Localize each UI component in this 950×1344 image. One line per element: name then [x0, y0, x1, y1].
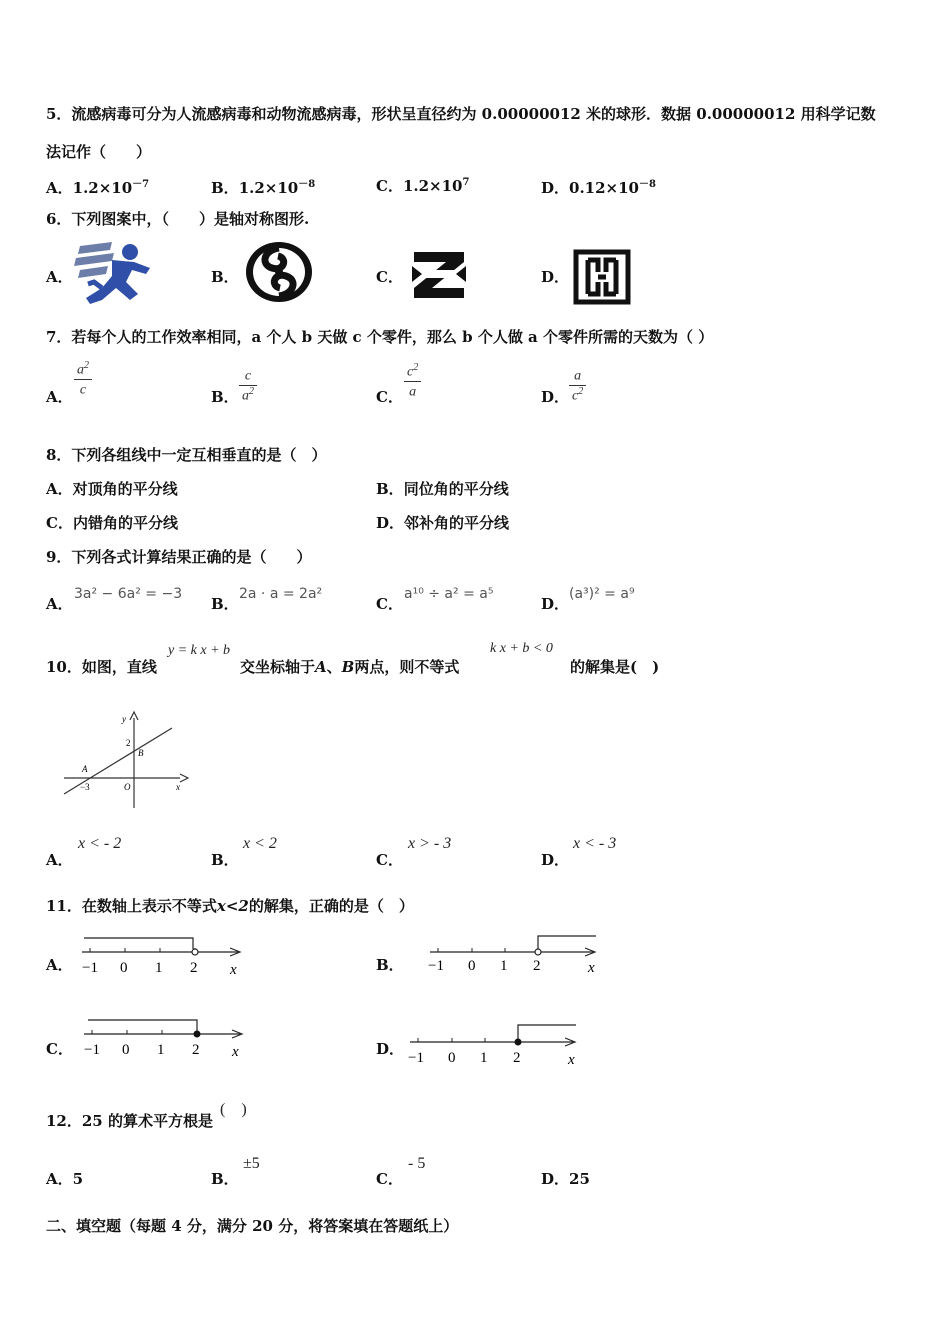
axis-var: x [232, 1044, 239, 1060]
tick-2: 2 [513, 1050, 521, 1066]
q10-line-expr: y = k x + b [168, 643, 231, 658]
section2-heading: 二、填空题（每题 4 分，满分 20 分，将答案填在答题纸上） [46, 1217, 459, 1235]
q11-stem: 11．在数轴上表示不等式x<2的解集，正确的是（ ） [46, 897, 414, 915]
q7-option-a-label: A． [46, 388, 73, 406]
q8-option-d: D．邻补角的平分线 [376, 514, 510, 532]
q9-option-d-expr: (a³)² = a⁹ [569, 586, 635, 602]
tick-1: 1 [480, 1050, 488, 1066]
q5-stem-line1: 5．流感病毒可分为人流感病毒和动物流感病毒，形状呈直径约为 0.00000012 米的球形．数据 0.00000012 用科学记数 [46, 105, 876, 123]
q10-option-d-label: D． [541, 851, 570, 869]
q11-number-line-d [408, 1022, 583, 1068]
tick-neg1: −1 [408, 1050, 424, 1066]
q11-option-b-label: B． [376, 956, 404, 974]
q6-option-a-label: A． [46, 268, 73, 286]
solution-ray [538, 936, 596, 949]
q12-option-c-value: - 5 [408, 1155, 426, 1172]
q6-option-d-label: D． [541, 268, 570, 286]
tick-neg1: −1 [428, 958, 444, 974]
q10-coordinate-graph [60, 708, 190, 812]
solution-ray [88, 1020, 197, 1034]
q10-stem-prefix: 10．如图，直线 [46, 658, 157, 676]
tick-2: 2 [533, 958, 541, 974]
q12-stem: 12．25 的算术平方根是 [46, 1112, 213, 1130]
q10-inequality-expr: k x + b < 0 [490, 641, 553, 656]
tick-1: 1 [157, 1042, 165, 1058]
x-axis-arrow-icon [180, 774, 188, 782]
q5-option-b: B．$1.2\times 10^{-8}$ [211, 179, 316, 197]
q12-option-d: D．25 [541, 1170, 590, 1188]
axis-var: x [588, 960, 595, 976]
q8-stem: 8．下列各组线中一定互相垂直的是（ ） [46, 446, 327, 464]
q7-option-b-label: B． [211, 388, 239, 406]
q10-option-b-label: B． [211, 851, 239, 869]
graph-tick-neg3: −3 [80, 782, 90, 792]
q6-option-b-label: B． [211, 268, 239, 286]
tick-1: 1 [500, 958, 508, 974]
running-figure-logo-icon [72, 238, 156, 306]
q12-option-a: A．5 [46, 1170, 84, 1188]
q5-option-d: D．$0.12\times 10^{-8}$ [541, 179, 656, 197]
q11-option-d-label: D． [376, 1040, 405, 1058]
q10-option-d-expr: x < - 3 [573, 835, 617, 852]
q5-stem-line2: 法记作（ ） [46, 143, 152, 161]
q9-option-b-expr: 2a · a = 2a² [239, 586, 323, 602]
q10-option-b-expr: x < 2 [243, 835, 277, 852]
q7-option-a-fraction: $\frac{a^2}{c}$ [74, 360, 92, 398]
q6-option-c-label: C． [376, 268, 403, 286]
q7-option-d-fraction: $\frac{a}{c^2}$ [569, 366, 586, 404]
q11-number-line-c [80, 1016, 250, 1062]
q7-option-c-fraction: $\frac{c^2}{a}$ [404, 362, 421, 400]
tick-0: 0 [120, 960, 128, 976]
q12-option-c-label: C． [376, 1170, 403, 1188]
q9-option-b-label: B． [211, 595, 239, 613]
graph-point-a: A [82, 764, 88, 774]
graph-x-label: x [176, 782, 180, 792]
q10-stem-mid: 交坐标轴于A、B两点，则不等式 [240, 658, 460, 676]
q9-option-c-expr: a¹⁰ ÷ a² = a⁵ [404, 586, 494, 602]
tick-0: 0 [448, 1050, 456, 1066]
q12-option-b-label: B． [211, 1170, 239, 1188]
q9-stem: 9．下列各式计算结果正确的是（ ） [46, 548, 312, 566]
q12-paren: ( ) [220, 1101, 247, 1118]
tick-2: 2 [192, 1042, 200, 1058]
q8-option-c: C．内错角的平分线 [46, 514, 178, 532]
tick-0: 0 [122, 1042, 130, 1058]
q5-option-c: C．$1.2\times 10^7$ [376, 177, 470, 195]
graph-tick-2: 2 [126, 738, 131, 748]
interlocked-z-logo-icon [408, 246, 470, 304]
q10-option-c-expr: x > - 3 [408, 835, 452, 852]
tick-2: 2 [190, 960, 198, 976]
axis-var: x [230, 962, 237, 978]
q7-option-b-fraction: $\frac{c}{a^2}$ [239, 366, 257, 404]
q9-option-a-label: A． [46, 595, 73, 613]
q5-option-a: A．$1.2\times 10^{-7}$ [46, 179, 150, 197]
q12-option-b-value: ±5 [243, 1155, 260, 1172]
q7-option-d-label: D． [541, 388, 570, 406]
q8-option-b: B．同位角的平分线 [376, 480, 509, 498]
axis-var: x [568, 1052, 575, 1068]
q11-option-c-label: C． [46, 1040, 73, 1058]
solution-ray [84, 938, 193, 949]
open-endpoint [192, 949, 198, 955]
swirl-s-logo-icon [244, 240, 314, 304]
open-endpoint [535, 949, 541, 955]
closed-endpoint [194, 1031, 201, 1038]
fret-pattern-logo-icon [574, 250, 630, 304]
tick-neg1: −1 [82, 960, 98, 976]
q9-option-c-label: C． [376, 595, 403, 613]
q8-option-a: A．对顶角的平分线 [46, 480, 178, 498]
q9-option-d-label: D． [541, 595, 570, 613]
q9-option-a-expr: 3a² − 6a² = −3 [74, 586, 183, 602]
graph-origin: O [124, 782, 131, 792]
q10-option-a-label: A． [46, 851, 73, 869]
q10-option-a-expr: x < - 2 [78, 835, 122, 852]
q10-option-c-label: C． [376, 851, 403, 869]
tick-1: 1 [155, 960, 163, 976]
q11-option-a-label: A． [46, 956, 73, 974]
q10-stem-suffix: 的解集是( ) [570, 658, 660, 676]
tick-0: 0 [468, 958, 476, 974]
q11-number-line-b [428, 934, 603, 980]
graph-y-label: y [122, 714, 126, 724]
graph-point-b: B [138, 748, 144, 758]
tick-neg1: −1 [84, 1042, 100, 1058]
q7-stem: 7．若每个人的工作效率相同，a 个人 b 天做 c 个零件，那么 b 个人做 a 个零件所需的天数为（ ） [46, 328, 714, 346]
q6-stem: 6．下列图案中，（ ）是轴对称图形. [46, 210, 310, 228]
q11-number-line-a [78, 934, 248, 980]
closed-endpoint [515, 1039, 522, 1046]
q7-option-c-label: C． [376, 388, 403, 406]
